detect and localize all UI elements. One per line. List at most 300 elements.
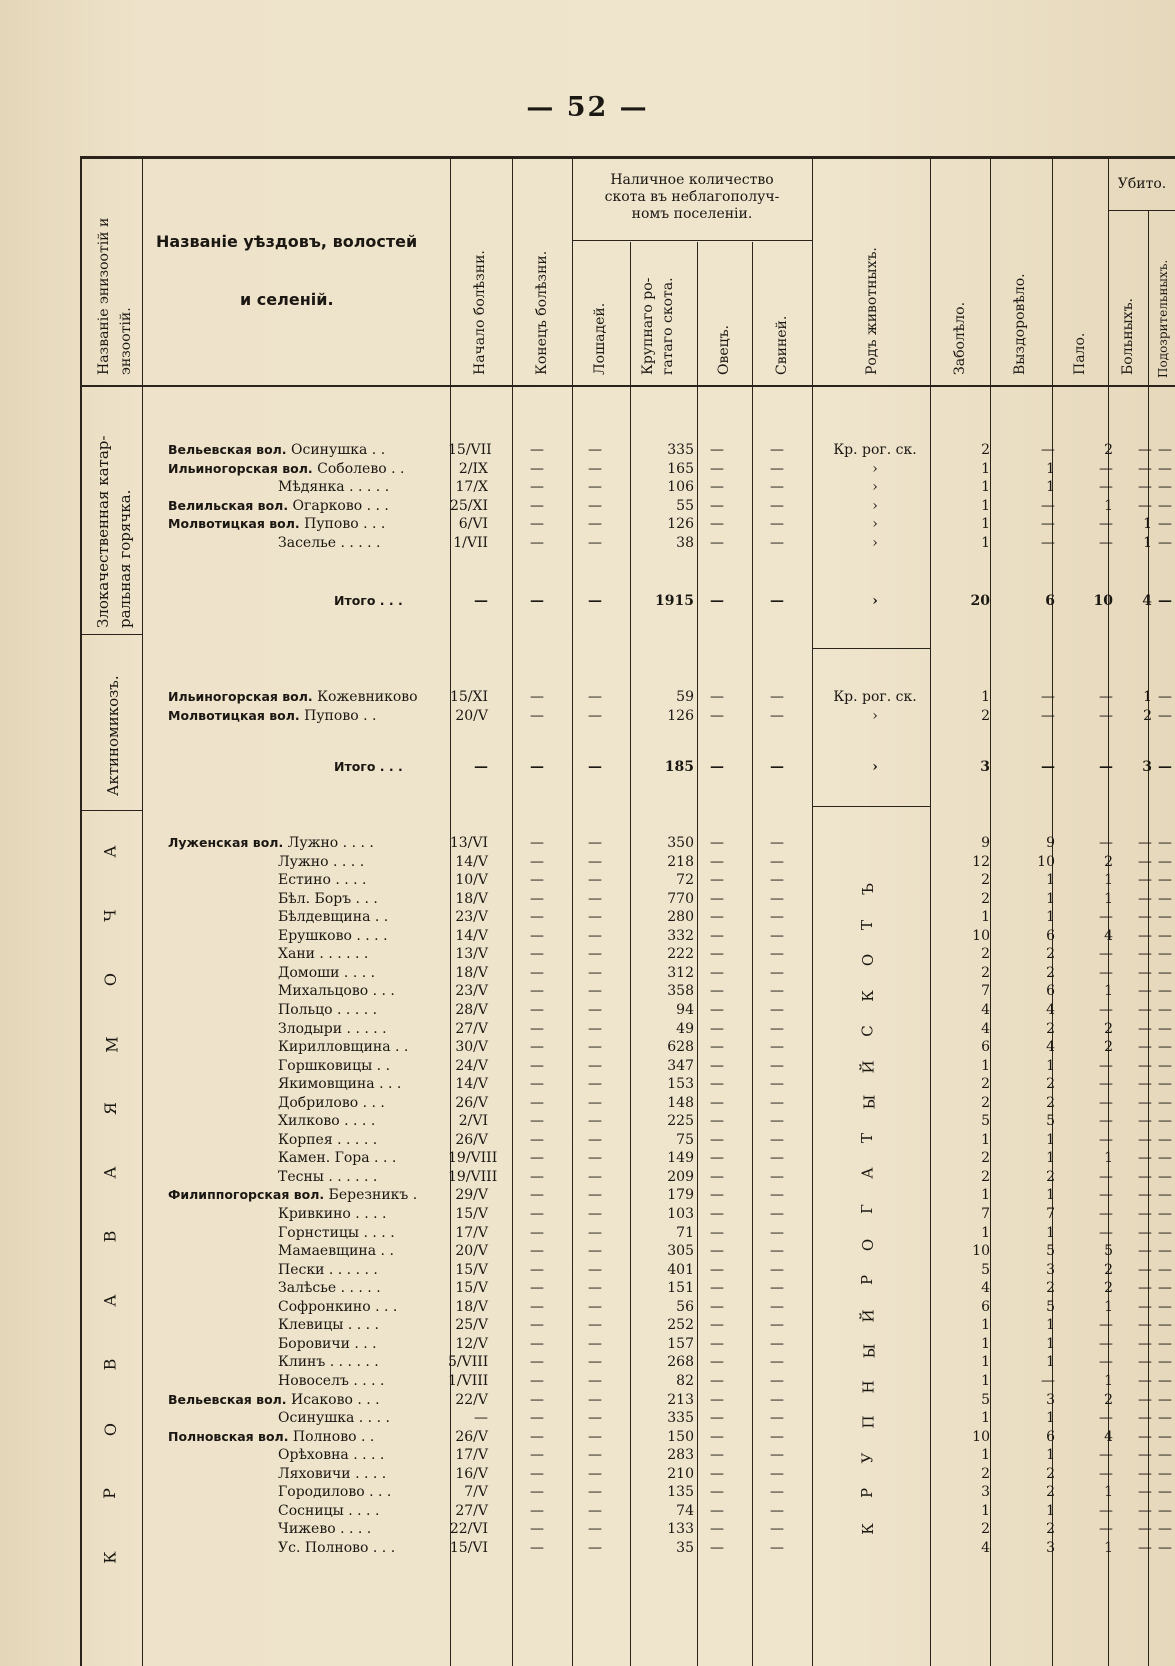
ill-count: 1 [981,1131,990,1148]
horses-count: — [588,909,602,926]
settlement-name: Домоши . . . . [278,964,376,981]
vertical-letter: К [858,989,877,1002]
start-date: 26/V [455,1428,488,1445]
end-date: — [530,983,544,1000]
killed-sick-count: — [1138,1150,1152,1167]
pigs-count: — [770,1335,784,1352]
start-date: 15/XI [449,689,488,705]
settlement-name: Лужно . . . . [283,835,374,851]
vertical-letter: О [101,1422,121,1436]
table-row [0,871,1175,889]
ill-count: 1 [981,1317,990,1334]
vertical-letter: Г [857,1204,876,1214]
recovered-count: 4 [1046,1039,1055,1056]
start-date: 24/V [455,1057,488,1074]
recovered-count: 1 [1046,1447,1055,1464]
place-name [278,1335,377,1353]
place-name [278,1205,386,1223]
killed-suspect-count: — [1158,1113,1172,1130]
volost-name: Ильиногорская вол. [168,689,313,704]
recovered-count: 5 [1046,1243,1055,1260]
pigs-count: — [770,1094,784,1111]
killed-sick-count: — [1138,1428,1152,1445]
killed-suspect-count: — [1158,1243,1172,1260]
place-name [168,834,374,852]
vertical-letter: Ы [860,1343,879,1359]
killed-sick-count: — [1138,1094,1152,1111]
end-date: — [530,1410,544,1427]
died-count: 1 [1104,890,1113,907]
settlement-name: Клевицы . . . . [278,1317,379,1334]
horses-count: — [588,1150,602,1167]
killed-sick-count: — [1138,946,1152,963]
ill-count: 2 [981,707,990,724]
table-row [0,1502,1175,1520]
horses-count: — [588,1261,602,1278]
sheep-count: — [710,1465,724,1482]
settlement-name: Пески . . . . . . [278,1261,378,1278]
ill-count: 1 [981,1057,990,1074]
volost-name: Молвотицкая вол. [168,516,300,532]
settlement-name: Злодыри . . . . . [278,1020,387,1037]
table-row [0,1035,1175,1056]
sheep-count: — [710,1335,724,1352]
end-date: — [530,1150,544,1167]
settlement-name: Мамаевщина . . [278,1243,394,1260]
killed-suspect-count: — [1158,909,1172,926]
table-row [0,460,1175,478]
settlement-name: Кривкино . . . . [278,1206,387,1222]
animal-kind: › [872,535,878,551]
killed-suspect-count: — [1158,497,1172,514]
settlement-name: Кирилловщина . . [278,1039,409,1056]
end-date: — [530,1131,544,1148]
header-end: Конецъ болѣзни. [534,250,550,375]
place-name [278,1131,377,1149]
sheep-count: — [710,1057,724,1074]
sheep-count: — [710,1317,724,1334]
pigs-count: — [770,909,784,926]
died-count: — [1099,460,1113,477]
place-name [168,460,404,478]
horses-count: — [588,1001,602,1018]
died-count: — [1099,1094,1113,1111]
end-date: — [530,890,544,907]
group-rule [812,806,930,807]
table-row [0,964,1175,982]
sheep-count: — [710,909,724,926]
sheep-count: — [710,1243,724,1260]
ill-count: 7 [981,983,990,1000]
killed-suspect-count: — [1158,853,1172,870]
died-count: — [1099,1187,1113,1204]
killed-sick-count: — [1138,1354,1152,1371]
table-row [0,1520,1175,1538]
killed-sick-count: — [1138,1131,1152,1148]
pigs-count: — [770,535,784,551]
killed-suspect-count: — [1158,1447,1172,1464]
died-count: 1 [1104,497,1113,514]
vertical-letter: П [859,1415,878,1429]
end-date: — [530,1539,544,1556]
ill-count: 9 [981,835,990,851]
table-row [0,1316,1175,1334]
settlement-name: Новоселъ . . . . [278,1372,385,1389]
killed-sick-count: — [1138,1020,1152,1037]
start-date: 16/V [455,1465,488,1482]
start-date: 27/V [455,1502,488,1519]
pigs-count: — [770,835,784,851]
place-name [168,1428,374,1446]
end-date: — [530,497,544,514]
pigs-count: — [770,460,784,477]
place-name [278,1001,377,1019]
place-name [278,1075,401,1093]
horses-count: — [588,1354,602,1371]
sheep-count: — [710,853,724,870]
table-row [0,834,1175,852]
ill-count: 1 [981,479,990,496]
pigs-count: — [770,1243,784,1260]
ill-count: 1 [981,497,990,514]
volost-name: Молвотицкая вол. [168,707,300,723]
died-count: 2 [1104,442,1113,458]
place-name [278,1446,384,1464]
pigs-count: — [770,872,784,889]
header-kind: Родъ животныхъ. [864,247,880,375]
start-date: — [474,759,488,775]
sheep-count: — [710,593,724,609]
header-killed-suspect: Подозрительныхъ. [1156,259,1170,378]
place-name [278,1298,397,1316]
end-date: — [530,1298,544,1315]
cattle-count: 126 [667,707,694,724]
cattle-count: 103 [667,1206,694,1222]
recovered-count: 6 [1045,593,1055,609]
start-date: 23/V [455,909,488,926]
table-row [0,982,1175,1000]
end-date: — [530,707,544,724]
sheep-count: — [710,1391,724,1408]
killed-suspect-count: — [1158,1150,1172,1167]
died-count: — [1099,1410,1113,1427]
horses-count: — [588,835,602,851]
died-count: 2 [1104,1391,1113,1408]
died-count: 2 [1104,853,1113,870]
horses-count: — [588,964,602,981]
pigs-count: — [770,1298,784,1315]
settlement-name: Чижево . . . . [278,1521,372,1538]
killed-sick-count: — [1138,1502,1152,1519]
died-count: — [1099,1521,1113,1538]
died-count: 4 [1104,927,1113,944]
killed-suspect-count: — [1158,1057,1172,1074]
killed-suspect-count: — [1158,927,1172,944]
killed-sick-count: — [1138,1539,1152,1556]
end-date: — [530,927,544,944]
end-date: — [530,479,544,496]
place-name [168,1391,380,1409]
ill-count: 4 [981,1001,990,1018]
end-date: — [530,1094,544,1111]
vertical-letter: В [100,1359,120,1371]
horses-count: — [588,1224,602,1241]
horses-count: — [588,1447,602,1464]
sheep-count: — [710,1206,724,1222]
settlement-name: Польцо . . . . . [278,1001,378,1018]
killed-suspect-count: — [1158,707,1172,724]
died-count: — [1099,909,1113,926]
killed-suspect-count: — [1158,593,1172,609]
recovered-count: 4 [1046,1001,1055,1018]
volost-name: Полновская вол. [168,1428,289,1444]
sheep-count: — [710,460,724,477]
table-top-rule [80,156,1175,159]
cattle-count: 350 [667,835,694,851]
start-date: 1/VII [453,535,488,551]
end-date: — [530,1354,544,1371]
horses-count: — [588,1521,602,1538]
died-count: 2 [1104,1261,1113,1278]
recovered-count: 2 [1046,946,1055,963]
pigs-count: — [770,1465,784,1482]
killed-sick-count: — [1138,1391,1152,1408]
ill-count: 2 [981,1168,990,1185]
end-date: — [530,853,544,870]
killed-suspect-count: — [1158,689,1172,705]
pigs-count: — [770,1206,784,1222]
recovered-count: 2 [1046,1094,1055,1111]
ill-count: 2 [981,872,990,889]
cattle-count: 222 [667,946,694,963]
died-count: — [1099,1113,1113,1130]
group-rule [80,810,142,811]
pigs-count: — [770,964,784,981]
start-date: 13/V [455,946,488,963]
end-date: — [530,909,544,926]
cattle-count: 74 [676,1502,694,1519]
horses-count: — [588,460,602,477]
end-date: — [530,1187,544,1204]
recovered-count: 7 [1046,1206,1055,1222]
place-name [278,1094,385,1112]
killed-suspect-count: — [1158,1261,1172,1278]
total-label: Итого . . . [334,759,403,774]
vertical-letter: А [100,1166,120,1179]
cattle-count: 335 [667,1410,694,1427]
settlement-name: Огарково . . . [288,497,389,514]
horses-count: — [588,1465,602,1482]
recovered-count: 2 [1046,1076,1055,1093]
table-row [0,1428,1175,1446]
start-date: 14/V [455,927,488,944]
header-name-bottom: и селеній. [240,290,334,309]
vertical-letter: Р [858,1488,877,1499]
end-date: — [530,1039,544,1056]
start-date: 17/V [455,1447,488,1464]
header-disease-line2: энзоотій. [118,307,134,375]
died-count: — [1099,516,1113,533]
recovered-count: — [1041,497,1055,514]
horses-count: — [588,1428,602,1445]
killed-sick-count: — [1138,442,1152,458]
place-name [278,1261,378,1279]
start-date: 17/V [455,1224,488,1241]
start-date: 26/V [455,1131,488,1148]
vertical-letter: О [101,973,121,987]
table-row [0,758,1175,776]
horses-count: — [588,479,602,496]
vertical-letter: О [859,1238,878,1251]
end-date: — [530,1484,544,1501]
cattle-count: 347 [667,1057,694,1074]
ill-count: 2 [981,1094,990,1111]
ill-count: 1 [981,1372,990,1389]
killed-suspect-count: — [1158,1428,1172,1445]
end-date: — [530,516,544,533]
recovered-count: 1 [1046,479,1055,496]
ill-count: 5 [981,1113,990,1130]
place-name [278,534,381,552]
killed-sick-count: — [1138,1168,1152,1185]
horses-count: — [588,1020,602,1037]
pigs-count: — [770,1131,784,1148]
pigs-count: — [770,1057,784,1074]
table-row [0,1149,1175,1167]
recovered-count: — [1041,759,1055,775]
cattle-count: 305 [667,1243,694,1260]
cattle-count: 213 [667,1391,694,1408]
place-name [278,1112,375,1130]
recovered-count: 2 [1046,1521,1055,1538]
died-count: 1 [1104,1150,1113,1167]
settlement-name: Клинъ . . . . . . [278,1354,379,1371]
cattle-count: 165 [667,460,694,477]
vertical-letter: К [858,1523,877,1535]
killed-sick-count: — [1138,460,1152,477]
end-date: — [530,689,544,705]
place-name [278,871,367,889]
start-date: 2/IX [458,460,488,477]
end-date: — [530,593,544,609]
animal-kind: Кр. рог. ск. [833,442,917,458]
start-date: 1/VIII [448,1372,489,1389]
pigs-count: — [770,1187,784,1204]
vertical-letter: К [100,1551,120,1564]
table-row [0,1391,1175,1409]
table-row [0,478,1175,496]
table-row [0,1335,1175,1353]
pigs-count: — [770,946,784,963]
place-name [168,441,385,459]
recovered-count: 1 [1046,1410,1055,1427]
killed-suspect-count: — [1158,1484,1172,1501]
recovered-count: 2 [1046,1465,1055,1482]
sheep-count: — [710,1521,724,1538]
table-row [0,1465,1175,1483]
table-row [0,707,1175,725]
place-name [278,1057,390,1075]
cattle-count: 126 [667,516,694,533]
table-row [0,908,1175,926]
sheep-count: — [710,1428,724,1445]
place-name [278,964,375,982]
pigs-count: — [770,1280,784,1297]
total-label: Итого . . . [334,593,403,608]
killed-sick-count: — [1138,909,1152,926]
killed-suspect-count: — [1158,1131,1172,1148]
vertical-letter: А [100,1294,120,1307]
sheep-count: — [710,1113,724,1130]
killed-suspect-count: — [1158,872,1172,889]
sheep-count: — [710,1298,724,1315]
horses-count: — [588,890,602,907]
died-count: 10 [1093,593,1113,609]
pigs-count: — [770,497,784,514]
horses-count: — [588,1168,602,1185]
killed-suspect-count: — [1158,1076,1172,1093]
sheep-count: — [710,1484,724,1501]
settlement-name: Ерушково . . . . [278,927,388,944]
sheep-count: — [710,479,724,496]
pigs-count: — [770,1484,784,1501]
start-date: 18/V [455,964,488,981]
start-date: 25/XI [449,497,488,514]
pigs-count: — [770,1317,784,1334]
place-name [278,908,388,926]
ill-count: 2 [981,890,990,907]
place-name [278,1020,387,1038]
start-date: 22/VI [449,1521,488,1538]
pigs-count: — [770,1168,784,1185]
end-date: — [530,460,544,477]
cattle-count: 133 [667,1521,694,1538]
table-row [0,927,1175,945]
pigs-count: — [770,1261,784,1278]
cattle-count: 268 [667,1354,694,1371]
end-date: — [530,835,544,851]
died-count: 1 [1104,872,1113,889]
subheader-rule [572,240,812,241]
killed-suspect-count: — [1158,946,1172,963]
pigs-count: — [770,1076,784,1093]
recovered-count: — [1041,442,1055,458]
ill-count: 1 [981,1354,990,1371]
killed-suspect-count: — [1158,1317,1172,1334]
killed-suspect-count: — [1158,1187,1172,1204]
horses-count: — [588,1484,602,1501]
sheep-count: — [710,1539,724,1556]
killed-suspect-count: — [1158,1521,1172,1538]
header-pigs: Свиней. [774,315,790,375]
settlement-name: Пупово . . . [299,516,386,533]
sheep-count: — [710,1039,724,1056]
killed-suspect-count: — [1158,535,1172,551]
group-label-fever-2: ральная горячка. [116,489,134,628]
died-count: 1 [1104,1372,1113,1389]
sheep-count: — [710,1372,724,1389]
group-rule [812,648,930,649]
cattle-count: 332 [667,927,694,944]
table-row [0,1168,1175,1186]
killed-sick-count: — [1138,1113,1152,1130]
horses-count: — [588,593,602,609]
died-count: 1 [1104,983,1113,1000]
start-date: 20/V [455,1243,488,1260]
header-bottom-rule [80,385,1175,387]
start-date: 27/V [455,1020,488,1037]
killed-suspect-count: — [1158,1280,1172,1297]
